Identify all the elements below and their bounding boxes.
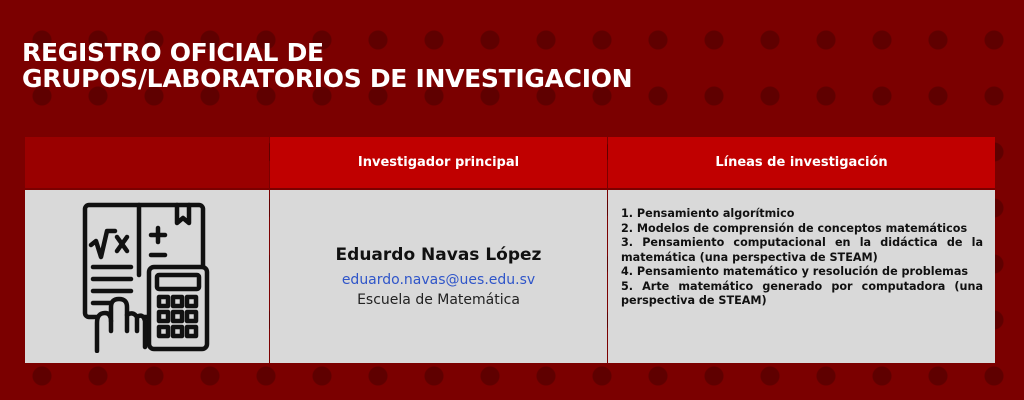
research-line-item: 4. Pensamiento matemático y resolución de problemas <box>621 265 969 278</box>
investigator-school: Escuela de Matemática <box>357 292 520 308</box>
investigator-cell <box>270 190 607 363</box>
title-line-1: REGISTRO OFICIAL DE <box>22 38 324 67</box>
research-registry-table <box>25 137 995 363</box>
icon-column <box>25 137 269 363</box>
investigator-name: Eduardo Navas López <box>335 245 542 265</box>
research-lines-list <box>621 207 983 309</box>
icon-column-header <box>25 137 269 188</box>
investigator-email-link[interactable]: eduardo.navas@ues.edu.sv <box>341 272 536 288</box>
research-line-item: 1. Pensamiento algorítmico <box>621 207 795 220</box>
research-lines-cell <box>608 190 995 363</box>
title-line-2: GRUPOS/LABORATORIOS DE INVESTIGACION <box>22 64 633 93</box>
icon-cell <box>25 190 269 363</box>
research-lines-header: Líneas de investigación <box>608 137 995 188</box>
math-calculator-icon <box>79 201 215 353</box>
investigator-header: Investigador principal <box>270 137 607 188</box>
investigator-column <box>270 137 607 363</box>
research-line-item: 2. Modelos de comprensión de conceptos matemáticos <box>621 221 968 235</box>
research-line-item: 5. Arte matemático generado por computadora (una perspectiva de STEAM) <box>621 279 983 307</box>
research-line-item: 3. Pensamiento computacional en la didáctica de la matemática (una perspectiva de STEAM) <box>621 236 983 264</box>
research-lines-column <box>608 137 995 363</box>
page-title <box>22 40 632 92</box>
